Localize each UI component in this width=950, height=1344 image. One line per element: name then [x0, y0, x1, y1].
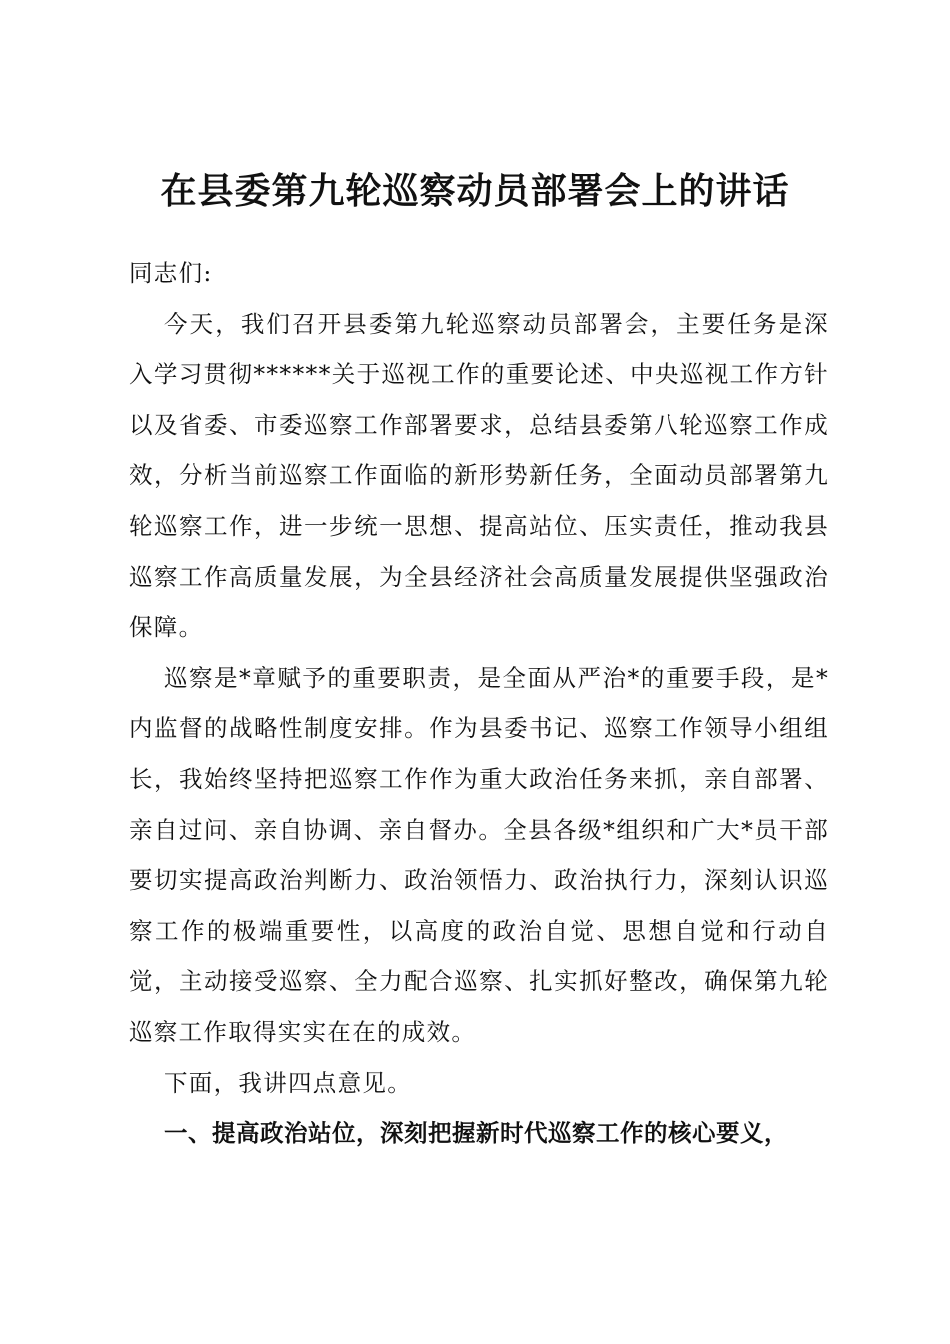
paragraph-opening: 今天，我们召开县委第九轮巡察动员部署会，主要任务是深入学习贯彻******关于巡视工作的重要论述、中央巡视工作方针以及省委、市委巡察工作部署要求，总结县委第八轮巡察工作成效，分析当前巡察工作面临的新形势新任务，全面动员部署第九轮巡察工作，进一步统一思想、提高站位、压实责任，推动我县巡察工作高质量发展，为全县经济社会高质量发展提供坚强政治保障。 [129, 309, 829, 642]
paragraph-outline: 下面，我讲四点意见。 [164, 1068, 412, 1097]
document-title: 在县委第九轮巡察动员部署会上的讲话 [160, 170, 790, 212]
salutation: 同志们: [129, 259, 213, 287]
section-heading-1: 一、提高政治站位，深刻把握新时代巡察工作的核心要义， [164, 1119, 788, 1148]
paragraph-importance: 巡察是*章赋予的重要职责，是全面从严治*的重要手段，是*内监督的战略性制度安排。作为县委书记、巡察工作领导小组组长，我始终坚持把巡察工作作为重大政治任务来抓，亲自部署、亲自过问、亲自协调、亲自督办。全县各级*组织和广大*员干部要切实提高政治判断力、政治领悟力、政治执行力，深刻认识巡察工作的极端重要性，以高度的政治自觉、思想自觉和行动自觉，主动接受巡察、全力配合巡察、扎实抓好整改，确保第九轮巡察工作取得实实在在的成效。 [129, 663, 829, 1046]
document-body [129, 248, 829, 1159]
